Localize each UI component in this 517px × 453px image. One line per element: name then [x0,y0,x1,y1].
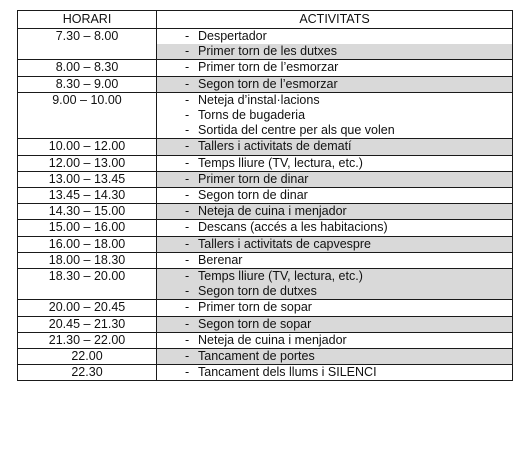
activity-text: Segon torn de sopar [198,316,312,331]
bullet-dash: - [185,365,190,380]
activity-item [157,269,512,284]
activity-item [157,365,512,380]
activities-cell [157,365,513,381]
time-cell: 14.30 – 15.00 [18,204,157,220]
bullet-dash: - [185,187,190,202]
activity-item [157,156,512,171]
activity-item [157,333,512,348]
time-cell: 16.00 – 18.00 [18,236,157,252]
bullet-dash: - [185,316,190,331]
activities-cell [157,220,513,236]
activities-cell [157,29,513,60]
table-row [18,236,513,252]
bullet-dash: - [185,29,190,43]
activity-text: Tallers i activitats de dematí [198,139,352,154]
table-row [18,300,513,316]
activities-cell [157,155,513,171]
activities-cell [157,204,513,220]
activity-item [157,123,512,138]
table-row [18,365,513,381]
activities-cell [157,139,513,155]
time-cell: 22.00 [18,348,157,364]
activity-text: Berenar [198,252,243,267]
activity-text: Primer torn de l’esmorzar [198,60,339,75]
time-cell: 18.30 – 20.00 [18,268,157,299]
time-cell: 10.00 – 12.00 [18,139,157,155]
activity-item [157,300,512,315]
activities-cell [157,300,513,316]
activity-item [157,139,512,154]
time-cell: 8.30 – 9.00 [18,76,157,92]
activities-cell [157,252,513,268]
table-row [18,171,513,187]
time-cell: 20.00 – 20.45 [18,300,157,316]
activity-text: Torns de bugaderia [198,107,306,122]
table-row [18,220,513,236]
table-row [18,252,513,268]
table-row [18,155,513,171]
header-time: HORARI [18,11,157,29]
activity-text: Primer torn de sopar [198,300,312,315]
activity-text: Sortida del centre per als que volen [198,123,395,138]
activity-text: Tancament dels llums i SILENCI [198,365,377,380]
activity-text: Segon torn de dutxes [198,284,317,299]
activity-item [157,237,512,252]
activities-cell [157,92,513,139]
activity-item [157,188,512,203]
header-row [18,11,513,29]
activity-text: Primer torn de les dutxes [198,44,337,59]
activity-text: Temps lliure (TV, lectura, etc.) [198,155,363,170]
activities-cell [157,171,513,187]
time-cell: 20.45 – 21.30 [18,316,157,332]
bullet-dash: - [185,332,190,347]
activities-cell [157,268,513,299]
bullet-dash: - [185,155,190,170]
activity-text: Neteja d’instal·lacions [198,92,320,107]
time-cell: 13.00 – 13.45 [18,171,157,187]
table-row [18,29,513,60]
bullet-dash: - [185,348,190,363]
time-cell: 8.00 – 8.30 [18,60,157,76]
bullet-dash: - [185,123,190,138]
activities-cell [157,332,513,348]
activities-cell [157,60,513,76]
table-row [18,332,513,348]
time-cell: 12.00 – 13.00 [18,155,157,171]
activity-item [157,172,512,187]
schedule-table [17,10,513,381]
bullet-dash: - [185,284,190,299]
header-activities: ACTIVITATS [157,11,513,29]
time-cell: 15.00 – 16.00 [18,220,157,236]
bullet-dash: - [185,204,190,219]
time-cell: 13.45 – 14.30 [18,187,157,203]
table-row [18,316,513,332]
activity-item [157,93,512,108]
bullet-dash: - [185,268,190,283]
time-cell: 22.30 [18,365,157,381]
activities-cell [157,187,513,203]
bullet-dash: - [185,252,190,267]
table-row [18,348,513,364]
activity-text: Descans (accés a les habitacions) [198,220,388,235]
bullet-dash: - [185,107,190,122]
table-row [18,268,513,299]
time-cell: 7.30 – 8.00 [18,29,157,60]
activity-text: Despertador [198,29,267,43]
table-row [18,60,513,76]
activity-text: Neteja de cuina i menjador [198,332,347,347]
activity-text: Tallers i activitats de capvespre [198,236,371,251]
activity-item [157,60,512,75]
bullet-dash: - [185,300,190,315]
table-row [18,139,513,155]
activity-item [157,44,512,59]
bullet-dash: - [185,171,190,186]
activity-item [157,29,512,44]
bullet-dash: - [185,60,190,75]
bullet-dash: - [185,236,190,251]
activity-text: Segon torn de l’esmorzar [198,76,338,91]
activities-cell [157,236,513,252]
bullet-dash: - [185,220,190,235]
activity-text: Segon torn de dinar [198,187,308,202]
activities-cell [157,348,513,364]
table-row [18,92,513,139]
activity-item [157,349,512,364]
time-cell: 18.00 – 18.30 [18,252,157,268]
bullet-dash: - [185,44,190,59]
table-row [18,204,513,220]
activities-cell [157,316,513,332]
table-row [18,187,513,203]
activity-item [157,317,512,332]
activity-item [157,284,512,299]
table-row [18,76,513,92]
activities-cell [157,76,513,92]
activity-item [157,220,512,235]
time-cell: 9.00 – 10.00 [18,92,157,139]
bullet-dash: - [185,92,190,107]
activity-item [157,253,512,268]
activity-text: Neteja de cuina i menjador [198,204,347,219]
activity-text: Tancament de portes [198,348,315,363]
bullet-dash: - [185,139,190,154]
activity-item [157,204,512,219]
time-cell: 21.30 – 22.00 [18,332,157,348]
bullet-dash: - [185,76,190,91]
schedule-body [18,29,513,381]
activity-text: Temps lliure (TV, lectura, etc.) [198,268,363,283]
activity-text: Primer torn de dinar [198,171,309,186]
activity-item [157,108,512,123]
activity-item [157,77,512,92]
